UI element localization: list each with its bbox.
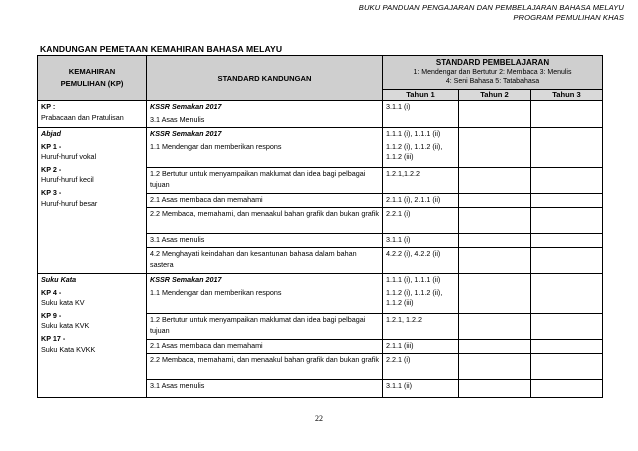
sk-cell: 2.1 Asas membaca dan memahami [147,194,383,208]
sk-cell: 2.2 Membaca, memahami, dan menaakul bahan grafik dan bukan grafik [147,208,383,234]
kp1-label: KP 1 - [41,141,62,151]
kp9-label: KP 9 - [41,310,62,320]
kp3-label: KP 3 - [41,187,62,197]
kp2-label: KP 2 - [41,164,62,174]
sp-tahun1-cell: 3.1.1 (i) [383,101,459,128]
table-row [38,274,603,314]
sk-cell [147,274,383,314]
sk-item: 1.1 Mendengar dan memberikan respons [150,141,282,151]
kp-cell [38,101,147,128]
sk-cell: 4.2 Menghayati keindahan dan kesantunan bahasa dalam bahan sastera [147,248,383,274]
sk-cell [147,128,383,168]
header-tahun-2: Tahun 2 [459,90,531,101]
sp-line: 1.1.2 (i), 1.1.2 (ii), [386,141,443,151]
sk-cell [147,101,383,128]
sp-line: 1.1.2 (i), 1.1.2 (ii), [386,287,443,297]
sp-tahun1-cell [383,274,459,314]
sp-tahun1-cell: 1.2.1,1.2.2 [383,168,459,194]
sp-tahun1-cell: 3.1.1 (i) [383,234,459,248]
sp-line: 1.1.1 (i), 1.1.1 (ii) [386,275,441,284]
kp17-label: KP 17 - [41,333,66,343]
header-tahun-3: Tahun 3 [531,90,603,101]
sk-title: KSSR Semakan 2017 [150,129,222,138]
header-tahun-1: Tahun 1 [383,90,459,101]
suku-kata-kp-cell [38,274,147,398]
sk-cell: 2.2 Membaca, memahami, dan menaakul bahan grafik dan bukan grafik [147,354,383,380]
sp-tahun1-cell: 3.1.1 (ii) [383,380,459,398]
kp3-desc: Huruf-huruf besar [41,198,98,208]
sk-cell: 2.1 Asas membaca dan memahami [147,340,383,354]
sk-title: KSSR Semakan 2017 [150,102,222,111]
header-line-2: PROGRAM PEMULIHAN KHAS [513,13,624,22]
sk-item: 1.1 Mendengar dan memberikan respons [150,287,282,297]
header-sp-legend-2: 4: Seni Bahasa 5: Tatabahasa [445,77,540,85]
header-sp-title: STANDARD PEMBELAJARAN [435,58,550,67]
header-sp-legend-1: 1: Mendengar dan Bertutur 2: Membaca 3: Menulis [413,69,572,76]
document-header [359,3,624,23]
page-title: KANDUNGAN PEMETAAN KEMAHIRAN BAHASA MELAYU [40,44,283,54]
sp-tahun1-cell: 4.2.2 (i), 4.2.2 (ii) [383,248,459,274]
sp-line: 1.1.2 (iii) [386,152,414,162]
sp-line: 1.1.1 (i), 1.1.1 (ii) [386,129,441,138]
header-kemahiran [38,56,147,101]
sk-title: KSSR Semakan 2017 [150,275,222,284]
sk-item: 3.1 Asas Menulis [150,114,205,124]
table-row [38,128,603,168]
header-standard-pembelajaran [383,56,603,90]
kp-label: KP : [41,102,56,111]
mapping-table [37,55,603,398]
sk-cell: 3.1 Asas menulis [147,380,383,398]
kp4-desc: Suku kata KV [41,298,85,308]
header-kemahiran-line1: KEMAHIRAN [68,67,116,76]
header-line-1: BUKU PANDUAN PENGAJARAN DAN PEMBELAJARAN BAHASA MELAYU [358,3,624,12]
kp2-desc: Huruf-huruf kecil [41,175,94,185]
suku-kata-title: Suku Kata [41,275,77,284]
kp-desc: Prabacaan dan Pratulisan [41,112,124,122]
sk-cell: 1.2 Bertutur untuk menyampaikan maklumat dan idea bagi pelbagai tujuan [147,314,383,340]
sp-tahun2-cell [459,101,531,128]
sp-tahun1-cell: 1.2.1, 1.2.2 [383,314,459,340]
abjad-title: Abjad [41,129,61,138]
sp-line: 1.1.2 (iii) [386,298,414,308]
sp-tahun1-cell: 2.1.1 (i), 2.1.1 (ii) [383,194,459,208]
sp-tahun1-cell: 2.2.1 (i) [383,354,459,380]
kp17-desc: Suku Kata KVKK [41,344,96,354]
sp-tahun1-cell [383,128,459,168]
header-kemahiran-line2: PEMULIHAN (KP) [60,79,124,88]
table-row [38,101,603,128]
kp4-label: KP 4 - [41,287,62,297]
sp-tahun1-cell: 2.1.1 (iii) [383,340,459,354]
sk-cell: 1.2 Bertutur untuk menyampaikan maklumat dan idea bagi pelbagai tujuan [147,168,383,194]
header-standard-kandungan: STANDARD KANDUNGAN [147,56,383,101]
sp-tahun3-cell [531,101,603,128]
sp-tahun1-cell: 2.2.1 (i) [383,208,459,234]
abjad-kp-cell [38,128,147,274]
kp9-desc: Suku kata KVK [41,321,90,331]
kp1-desc: Huruf-huruf vokal [41,152,97,162]
sk-cell: 3.1 Asas menulis [147,234,383,248]
page-number: 22 [315,414,323,423]
